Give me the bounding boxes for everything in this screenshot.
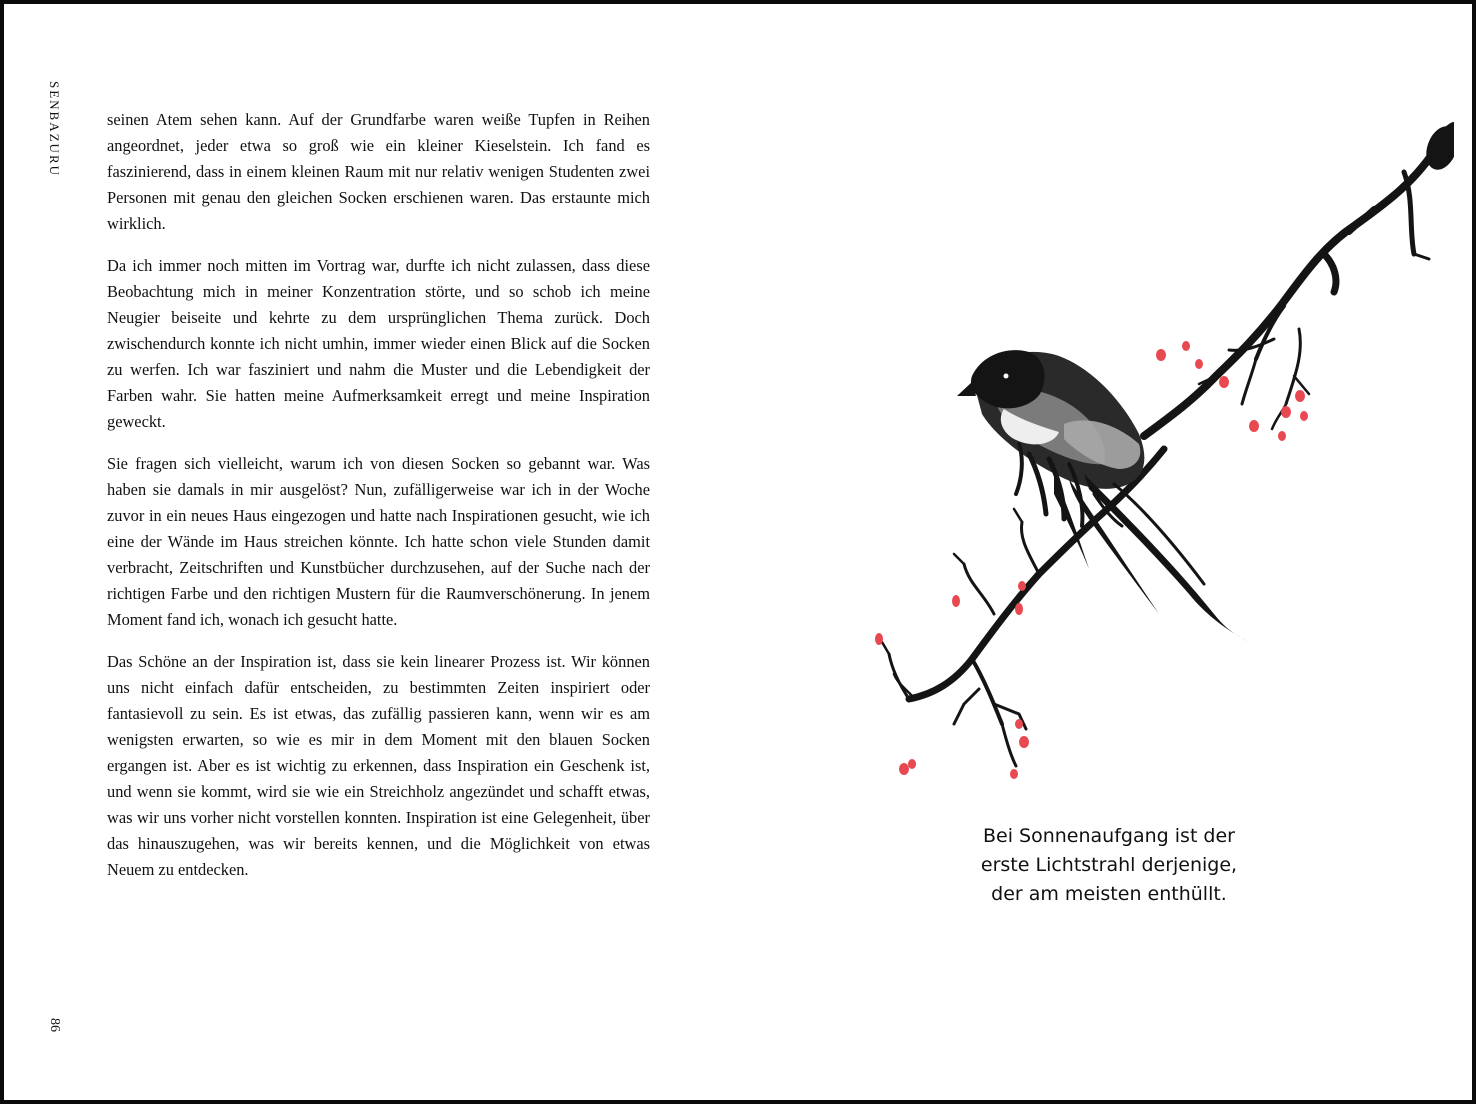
caption-line-2: erste Lichtstrahl derjenige, [980, 854, 1238, 876]
illustration-caption [909, 822, 1309, 909]
left-page-body [107, 107, 650, 899]
ink-bird-on-branch-icon [854, 114, 1454, 794]
caption-line-1: Bei Sonnenaufgang ist der [983, 825, 1235, 847]
page-number-text: 86 [47, 1018, 62, 1032]
running-head [36, 74, 72, 184]
paragraph-3: Sie fragen sich vielleicht, warum ich von diesen Socken so gebannt war. Was haben sie damals in mir ausgelöst? Nun, zufälligerweise war ich in der Woche zuvor in ein neues Haus eingezogen und hatte nach Inspirationen gesucht, wie ich eine der Wände im Haus streichen könnte. Ich hatte schon viele Stunden damit verbracht, Zeitschriften und Kunstbücher durchzusehen, auf der Suche nach der richtigen Farbe und den richtigen Mustern für die Raumverschönerung. In jenem Moment fand ich, wonach ich gesucht hatte. [107, 454, 650, 629]
paragraph-4: Das Schöne an der Inspiration ist, dass sie kein linearer Prozess ist. Wir können uns nicht einfach dafür entscheiden, zu bestimmten Zeiten inspiriert oder fantasievoll zu sein. Es ist etwas, das zufällig passieren kann, wenn wir es am wenigsten erwarten, so wie es mir in dem Moment mit den blauen Socken ergangen ist. Aber es ist wichtig zu erkennen, dass Inspiration ein Geschenk ist, und wenn sie kommt, wird sie wie ein Streichholz angezündet und schafft etwas, was wir uns vorher nicht vorstellen konnten. Inspiration ist eine Gelegenheit, über das hinauszugehen, was wir bereits kennen, und die Möglichkeit von etwas Neuem zu entdecken. [107, 652, 650, 879]
running-head-text: SENBAZURU [47, 80, 63, 178]
paragraph-1: seinen Atem sehen kann. Auf der Grundfarbe waren weiße Tupfen in Reihen angeordnet, jeder etwa so groß wie ein kleiner Kieselstein. Ich fand es faszinierend, dass in einem kleinen Raum mit nur relativ wenigen Studenten zwei Personen mit genau den gleichen Socken erschienen waren. Das erstaunte mich wirklich. [107, 110, 650, 233]
page-number [36, 1012, 72, 1038]
paragraph-2: Da ich immer noch mitten im Vortrag war, durfte ich nicht zulassen, dass diese Beobachtung mich in meiner Konzentration störte, und so schob ich meine Neugier beiseite und kehrte zu dem ursprünglichen Thema zurück. Doch zwischendurch konnte ich nicht umhin, immer wieder einen Blick auf die Socken zu werfen. Ich war fasziniert und nahm die Muster und die Lebendigkeit der Farben wahr. Sie hatten meine Aufmerksamkeit erregt und meine Inspiration geweckt. [107, 256, 650, 431]
ink-illustration-svg [854, 114, 1454, 794]
caption-line-3: der am meisten enthüllt. [991, 883, 1227, 905]
